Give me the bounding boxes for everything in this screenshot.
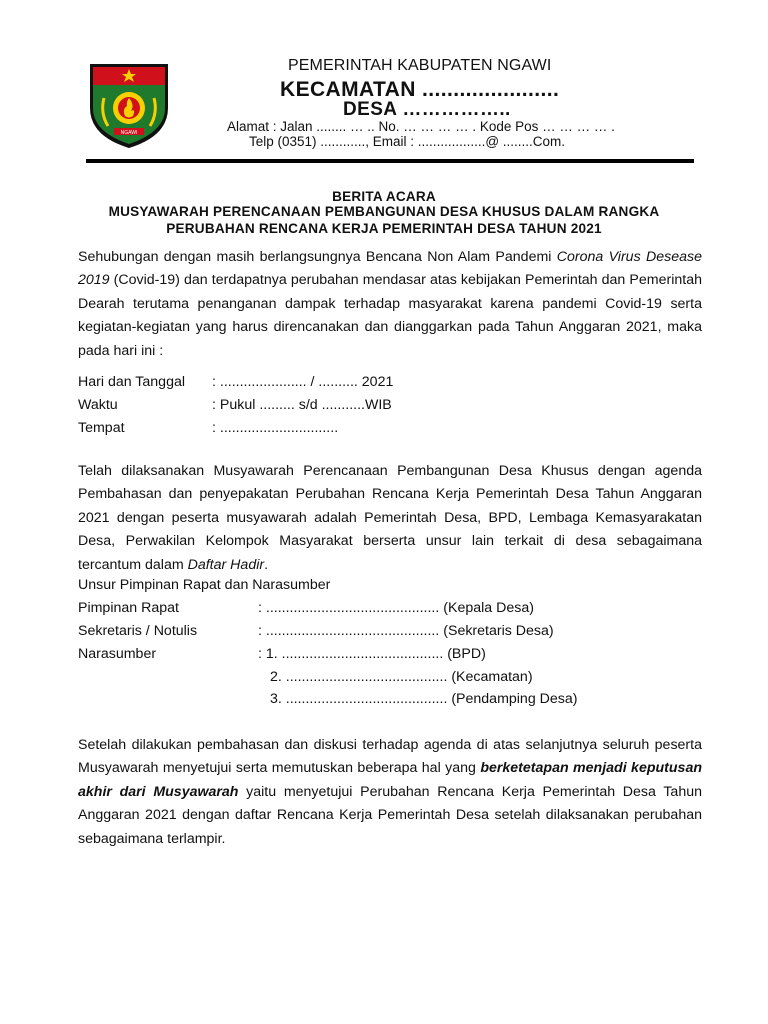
doc-subtitle-2: PERUBAHAN RENCANA KERJA PEMERINTAH DESA TAHUN 2021 bbox=[166, 221, 602, 236]
narasumber-value-2: 2. ......................................... (Kecamatan) bbox=[270, 669, 533, 685]
intro-paragraph: Sehubungan dengan masih berlangsungnya Bencana Non Alam Pandemi Corona Virus Desease 2019 (Covid-19) dan terdapatnya perubahan mendasar atas kebijakan Pemerintah dan Pemerintah Dearah terutama penanganan dampak terhadap masyarakat karena pandemi Covid-19 serta kegiatan-kegiatan yang harus direncanakan dan dianggarkan pada Tahun Anggaran 2021, maka pada hari ini : bbox=[78, 249, 702, 359]
sekretaris-value: : ............................................ (Sekretaris Desa) bbox=[258, 623, 554, 639]
schedule-time-value: : Pukul ......... s/d ...........WIB bbox=[212, 397, 392, 413]
pimpinan-rapat-label: Pimpinan Rapat bbox=[78, 600, 179, 616]
schedule-date-value: : ...................... / .......... 2021 bbox=[212, 374, 394, 390]
header-government: PEMERINTAH KABUPATEN NGAWI bbox=[288, 57, 552, 74]
header-address: Alamat : Jalan ........ … .. No. … … … … . Kode Pos … … … … . bbox=[227, 119, 615, 134]
closing-paragraph: Setelah dilakukan pembahasan dan diskusi terhadap agenda di atas selanjutnya seluruh peserta Musyawarah menyetujui serta memutuskan beberapa hal yang berketetapan menjadi keputusan akhir dari Musyawarah yaitu menyetujui Perubahan Rencana Kerja Pemerintah Desa Tahun Anggaran 2021 dengan daftar Rencana Kerja Pemerintah Desa setelah dilaksanakan perubahan sebagaimana terlampir. bbox=[78, 737, 703, 847]
header-divider bbox=[86, 159, 694, 163]
header-contact: Telp (0351) ............, Email : ..................@ ........Com. bbox=[249, 134, 566, 149]
header-kecamatan: KECAMATAN ...................... bbox=[280, 78, 560, 101]
schedule-time-label: Waktu bbox=[78, 397, 118, 413]
pimpinan-rapat-value: : ............................................ (Kepala Desa) bbox=[258, 600, 534, 616]
narasumber-value-3: 3. ......................................... (Pendamping Desa) bbox=[270, 691, 578, 707]
header-desa: DESA …………….. bbox=[343, 99, 511, 120]
schedule-place-value: : .............................. bbox=[212, 420, 339, 436]
doc-title: BERITA ACARA bbox=[332, 189, 436, 204]
svg-text:NGAWI: NGAWI bbox=[120, 130, 138, 136]
doc-subtitle-1: MUSYAWARAH PERENCANAAN PEMBANGUNAN DESA KHUSUS DALAM RANGKA bbox=[108, 204, 660, 219]
narasumber-label: Narasumber bbox=[78, 646, 157, 662]
pimpinan-heading: Unsur Pimpinan Rapat dan Narasumber bbox=[78, 577, 331, 593]
agenda-paragraph: Telah dilaksanakan Musyawarah Perencanaan Pembangunan Desa Khusus dengan agenda Pembahasan dan penyepakatan Perubahan Rencana Kerja Pemerintah Desa Tahun Anggaran 2021 dengan peserta musyawarah adalah Pemerintah Desa, BPD, Lembaga Kemasyarakatan Desa, Perwakilan Kelompok Masyarakat berserta unsur lain terkait di desa sebagaimana tercantum dalam Daftar Hadir. bbox=[78, 463, 702, 573]
schedule-place-label: Tempat bbox=[78, 420, 125, 436]
ngawi-crest-logo bbox=[86, 58, 172, 150]
schedule-date-label: Hari dan Tanggal bbox=[78, 374, 186, 390]
sekretaris-label: Sekretaris / Notulis bbox=[78, 623, 198, 639]
narasumber-value-1: : 1. ......................................... (BPD) bbox=[258, 646, 486, 662]
